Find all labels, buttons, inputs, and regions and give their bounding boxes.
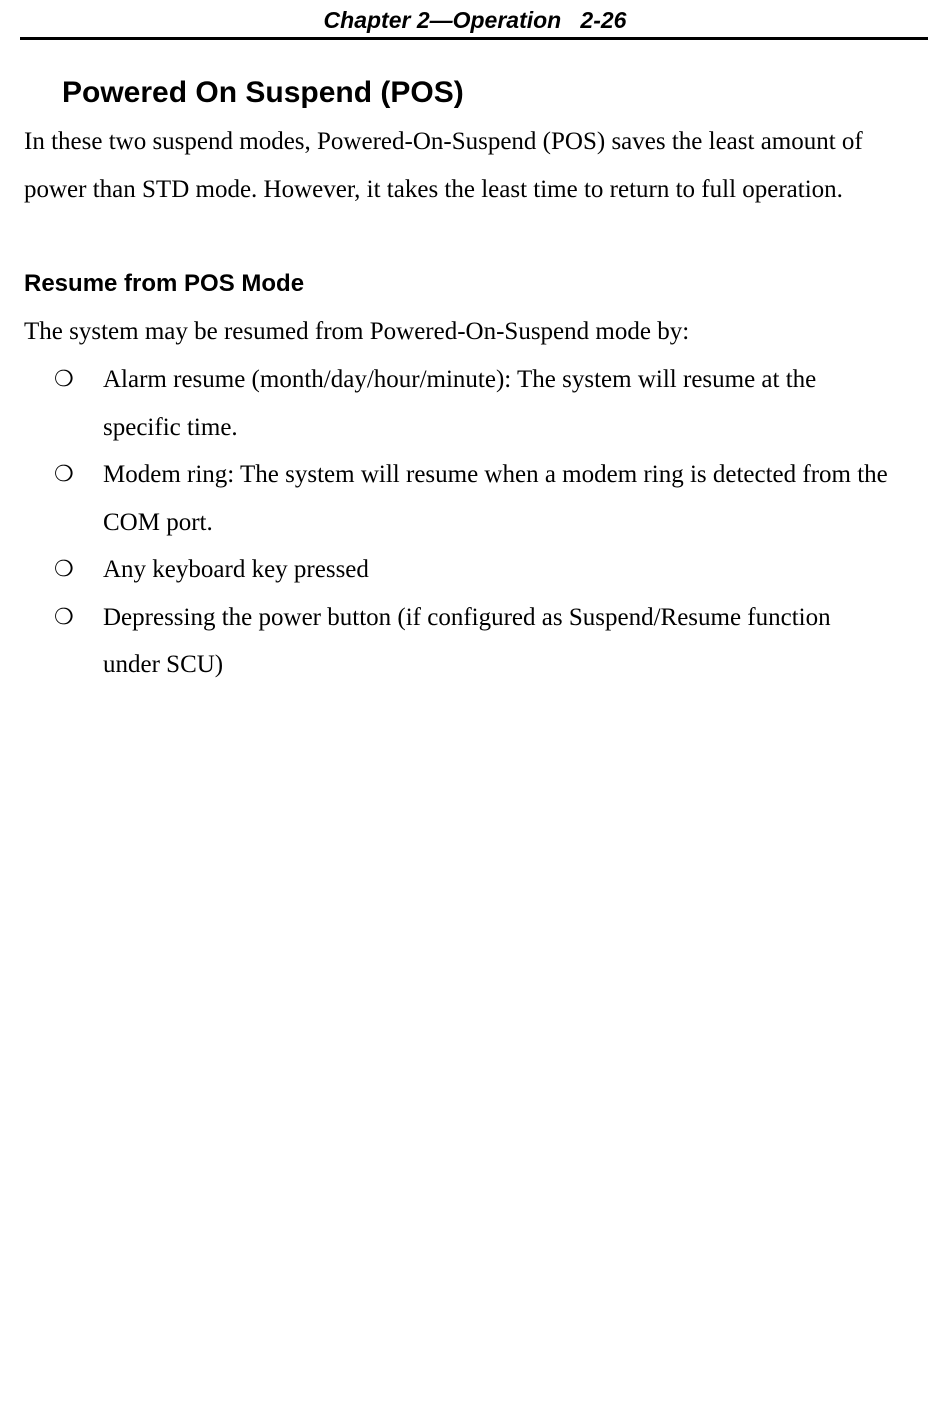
circle-bullet-icon: ❍ <box>54 557 74 582</box>
circle-bullet-icon: ❍ <box>54 604 74 630</box>
intro-paragraph: In these two suspend modes, Powered-On-Suspend (POS) saves the least amount of power than STD mode. However, it takes the least time to return to full operation. <box>24 128 863 203</box>
header-rule <box>20 37 928 40</box>
list-item-text: Any keyboard key pressed <box>103 556 369 583</box>
running-header: Chapter 2—Operation 2-26 <box>323 7 627 33</box>
section-title: Powered On Suspend (POS) <box>62 76 464 109</box>
lead-paragraph: The system may be resumed from Powered-On-Suspend mode by: <box>24 318 690 345</box>
list-item-power-button <box>0 594 950 689</box>
list-item-modem-ring <box>0 451 950 546</box>
circle-bullet-icon: ❍ <box>54 367 74 392</box>
list-item-text: Modem ring: The system will resume when a modem ring is detected from the COM port. <box>103 461 888 536</box>
circle-bullet-icon: ❍ <box>54 462 74 487</box>
resume-methods-list <box>0 356 950 689</box>
list-item-alarm-resume <box>0 356 950 451</box>
list-item-text: Alarm resume (month/day/hour/minute): The system will resume at the specific time. <box>103 366 817 441</box>
subsection-title: Resume from POS Mode <box>24 270 305 297</box>
list-item-keyboard-key <box>0 546 950 594</box>
list-item-text: Depressing the power button (if configured as Suspend/Resume function under SCU) <box>103 603 831 678</box>
